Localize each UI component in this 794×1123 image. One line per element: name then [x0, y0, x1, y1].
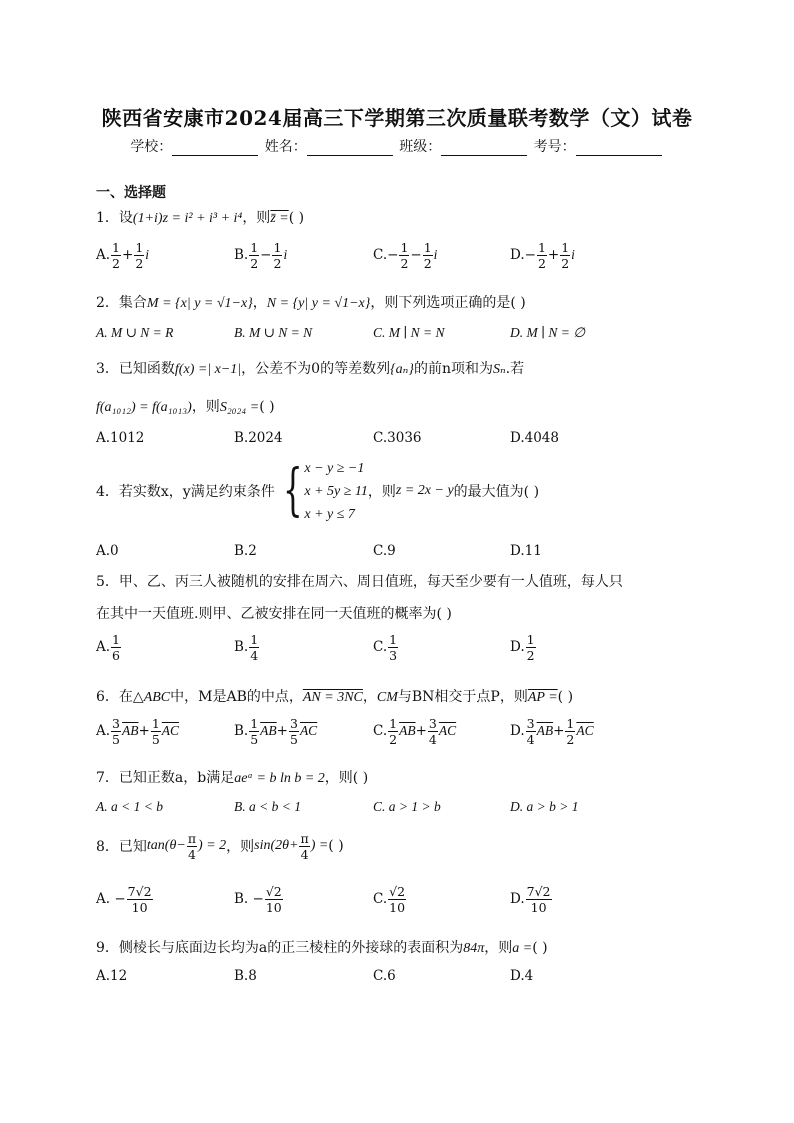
q7-option-a[interactable]: A. a < 1 < b	[96, 799, 163, 814]
exam-number-label: 考号：	[533, 139, 576, 155]
q5-option-d[interactable]: D. $\frac{1}{2}$	[510, 632, 535, 663]
q2-option-c[interactable]: C. M ∣ N = N	[373, 325, 445, 340]
q7-option-c[interactable]: C. a > 1 > b	[373, 799, 441, 814]
student-info-line	[0, 136, 794, 156]
q4-option-c[interactable]: C.9	[373, 543, 396, 559]
q4-option-b[interactable]: B.2	[234, 543, 257, 559]
q6-option-a[interactable]: A. $\frac{3}{5}$ $\overline{AB}+$ $\frac{1}{5}$ $\overline{AC}$	[96, 716, 180, 747]
question-6-stem: 6．在△ABC中，M是AB的中点，AN = 3NC，CM与BN相交于点P，则AP =( )	[96, 689, 574, 705]
question-1-stem	[96, 207, 304, 227]
question-5-stem-line2: 在其中一天值班.则甲、乙被安排在同一天值班的概率为( )	[96, 606, 452, 622]
q9-option-c[interactable]: C.6	[373, 968, 396, 984]
question-5-stem-line1: 5．甲、乙、丙三人被随机的安排在周六、周日值班，每天至少要有一人值班，每人只	[96, 574, 623, 590]
q6-option-c[interactable]: C. $\frac{1}{2}$ $\overline{AB}+$ $\frac{3}{4}$ $\overline{AC}$	[373, 716, 457, 747]
q8-option-c[interactable]: C. $\frac{√2}{10}$	[373, 884, 406, 915]
q4-constraint-system: { x − y ≥ −1 x + 5y ≥ 11 x + y ≤ 7	[275, 457, 368, 526]
q3-option-d[interactable]: D.4048	[510, 430, 559, 446]
q3-option-a[interactable]: A.1012	[96, 430, 145, 446]
q5-option-b[interactable]: B. $\frac{1}{4}$	[234, 632, 259, 663]
q1-option-b[interactable]: B. $\frac{1}{2}$ − $\frac{1}{2}$ i	[234, 240, 288, 271]
question-9-stem: 9．侧棱长与底面边长均为a的正三棱柱的外接球的表面积为84π，则a =( )	[96, 940, 548, 956]
q1-conjugate: z̄ =	[270, 211, 289, 226]
q2-option-b[interactable]: B. M ∪ N = N	[234, 325, 313, 340]
q1-equation: (1+i)z = i² + i³ + i⁴	[132, 211, 243, 226]
q6-option-d[interactable]: D. $\frac{3}{4}$ $\overline{AB}+$ $\frac{1}{2}$ $\overline{AC}$	[510, 716, 594, 747]
q7-option-b[interactable]: B. a < b < 1	[234, 799, 301, 814]
q1-paren: ( )	[288, 210, 305, 226]
class-blank[interactable]	[441, 141, 527, 156]
q4-constraint-3: x + y ≤ 7	[304, 506, 355, 522]
q1-option-d[interactable]: D.− $\frac{1}{2}$ + $\frac{1}{2}$ i	[510, 240, 575, 271]
question-3-stem-line1: 3．已知函数f(x) =| x−1|，公差不为0的等差数列{aₙ}的前n项和为Sₙ.若	[96, 361, 525, 377]
question-3-stem-line2: f(a₁₀₁₂) = f(a₁₀₁₃)，则S₂₀₂₄ =( )	[96, 399, 275, 415]
q2-option-a[interactable]: A. M ∪ N = R	[96, 325, 174, 340]
q6-option-b[interactable]: B. $\frac{1}{5}$ $\overline{AB}+$ $\frac{3}{5}$ $\overline{AC}$	[234, 716, 318, 747]
q8-option-b[interactable]: B. − $\frac{√2}{10}$	[234, 884, 282, 915]
q8-option-a[interactable]: A. − $\frac{7√2}{10}$	[96, 884, 152, 915]
q1-text: 1．设	[96, 210, 133, 226]
question-2-stem: 2．集合M = {x| y = √1−x}，N = {y| y = √1−x}，则下列选项正确的是( )	[96, 295, 526, 311]
q4-option-a[interactable]: A.0	[96, 543, 119, 559]
school-label: 学校：	[130, 139, 173, 155]
question-4-stem: 4．若实数x，y满足约束条件 { x − y ≥ −1 x + 5y ≥ 11 x + y ≤ 7 ，则 z = 2x − y 的最大值为( )	[96, 455, 539, 527]
name-blank[interactable]	[307, 141, 393, 156]
question-8-stem: 8．已知 tan(θ− $\frac{\pi}{4}$ ) = 2 ，则 sin(2θ+ $\frac{\pi}{4}$ ) = ( )	[96, 830, 344, 862]
q1-option-c[interactable]: C.− $\frac{1}{2}$ − $\frac{1}{2}$ i	[373, 240, 438, 271]
q9-option-a[interactable]: A.12	[96, 968, 128, 984]
q9-option-d[interactable]: D.4	[510, 968, 534, 984]
class-label: 班级：	[399, 139, 442, 155]
exam-number-blank[interactable]	[576, 141, 662, 156]
q4-option-d[interactable]: D.11	[510, 543, 542, 559]
q8-option-d[interactable]: D. $\frac{7√2}{10}$	[510, 884, 551, 915]
q1-option-a[interactable]: A. $\frac{1}{2}$ + $\frac{1}{2}$ i	[96, 240, 150, 271]
question-7-stem: 7．已知正数a，b满足aeᵃ = b ln b = 2，则( )	[96, 770, 369, 786]
q1-text-2: ，则	[242, 210, 271, 226]
q4-constraint-1: x − y ≥ −1	[304, 460, 365, 476]
school-blank[interactable]	[172, 141, 258, 156]
name-label: 姓名：	[264, 139, 307, 155]
q3-option-c[interactable]: C.3036	[373, 430, 422, 446]
q4-constraint-2: x + 5y ≥ 11	[304, 483, 368, 499]
section-heading: 一、选择题	[96, 185, 166, 201]
q7-option-d[interactable]: D. a > b > 1	[510, 799, 579, 814]
page-title: 陕西省安康市2024届高三下学期第三次质量联考数学（文）试卷	[101, 106, 693, 130]
q5-option-c[interactable]: C. $\frac{1}{3}$	[373, 632, 398, 663]
q9-option-b[interactable]: B.8	[234, 968, 257, 984]
q3-option-b[interactable]: B.2024	[234, 430, 283, 446]
q5-option-a[interactable]: A. $\frac{1}{6}$	[96, 632, 120, 663]
q2-option-d[interactable]: D. M ∣ N = ∅	[510, 325, 586, 340]
